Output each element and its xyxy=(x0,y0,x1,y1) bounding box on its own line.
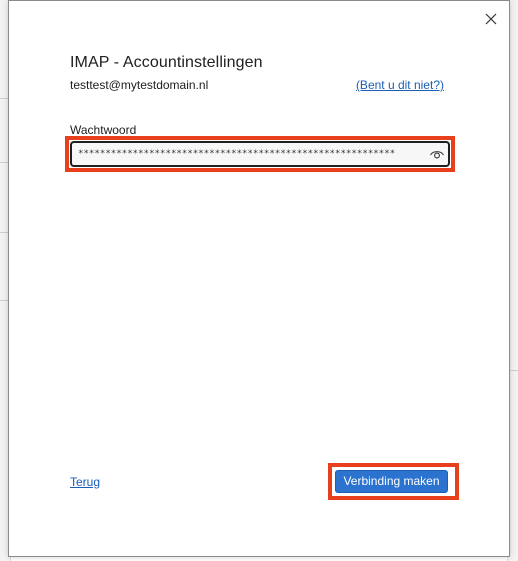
background-divider xyxy=(0,300,8,301)
background-divider xyxy=(510,370,518,371)
password-field[interactable] xyxy=(70,141,450,167)
close-button[interactable] xyxy=(481,9,501,29)
password-label: Wachtwoord xyxy=(70,123,137,137)
reveal-password-button[interactable] xyxy=(429,146,445,162)
account-email: testtest@mytestdomain.nl xyxy=(70,78,209,92)
password-value: ********************************************************** xyxy=(78,149,396,159)
back-link[interactable]: Terug xyxy=(70,475,101,489)
dialog-title: IMAP - Accountinstellingen xyxy=(70,54,263,71)
eye-icon xyxy=(429,146,445,162)
background-divider xyxy=(0,98,8,99)
not-you-link[interactable]: (Bent u dit niet?) xyxy=(355,78,444,92)
background-divider xyxy=(0,162,8,163)
connect-button[interactable]: Verbinding maken xyxy=(335,470,448,493)
close-icon xyxy=(481,9,501,29)
imap-account-settings-dialog xyxy=(8,0,510,557)
background-divider xyxy=(0,232,8,233)
